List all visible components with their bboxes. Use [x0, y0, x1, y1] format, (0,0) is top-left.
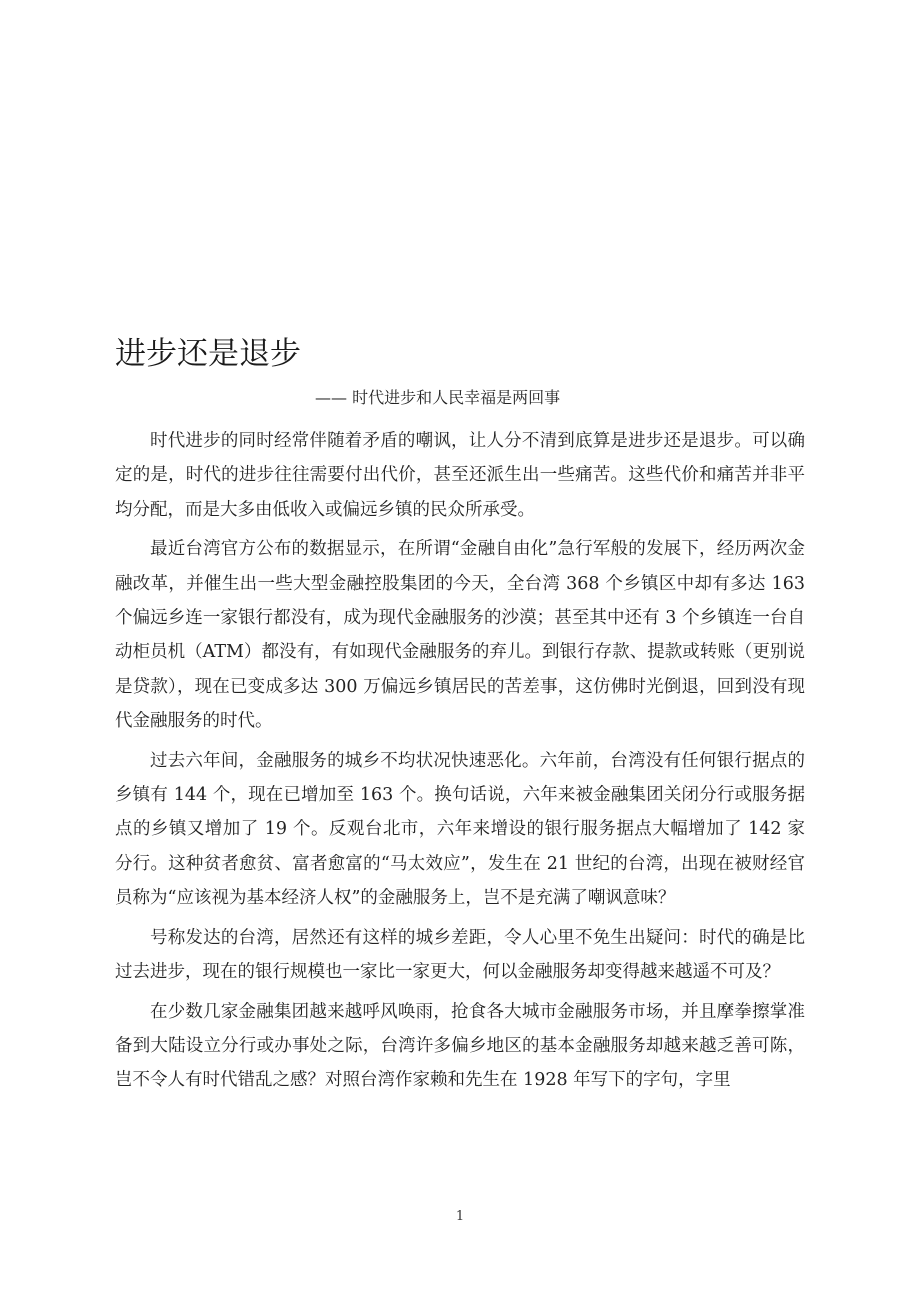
paragraph-5: 在少数几家金融集团越来越呼风唤雨，抢食各大城市金融服务市场，并且摩拳擦掌准备到大陆设立分行或办事处之际，台湾许多偏乡地区的基本金融服务却越来越乏善可陈，岂不令人有时代错乱之感？对照台湾作家赖和先生在 1928 年写下的字句，字里 [115, 1001, 805, 1091]
paragraph-4: 号称发达的台湾，居然还有这样的城乡差距，令人心里不免生出疑问：时代的确是比过去进步，现在的银行规模也一家比一家更大，何以金融服务却变得越来越遥不可及？ [115, 927, 805, 983]
paragraph-3: 过去六年间，金融服务的城乡不均状况快速恶化。六年前，台湾没有任何银行据点的乡镇有 144 个，现在已增加至 163 个。换句话说，六年来被金融集团关闭分行或服务据点的乡镇又增加了 19 个。反观台北市，六年来增设的银行服务据点大幅增加了 142 家分行。这种贫者愈贫、富者愈富的“马太效应”，发生在 21 世纪的台湾，出现在被财经官员称为“应该视为基本经济人权”的金融服务上，岂不是充满了嘲讽意味？ [115, 750, 805, 909]
paragraph-1: 时代进步的同时经常伴随着矛盾的嘲讽，让人分不清到底算是进步还是退步。可以确定的是，时代的进步往往需要付出代价，甚至还派生出一些痛苦。这些代价和痛苦并非平均分配，而是大多由低收入或偏远乡镇的民众所承受。 [115, 431, 805, 520]
page-subtitle: —— 时代进步和人民幸福是两回事 [315, 388, 561, 407]
article-body [115, 424, 805, 1103]
paragraph-2: 最近台湾官方公布的数据显示，在所谓“金融自由化”急行军般的发展下，经历两次金融改革，并催生出一些大型金融控股集团的今天，全台湾 368 个乡镇区中却有多达 163 个偏远乡连一家银行都没有，成为现代金融服务的沙漠；甚至其中还有 3 个乡镇连一台自动柜员机（ATM）都没有，有如现代金融服务的弃儿。到银行存款、提款或转账（更别说是贷款），现在已变成多达 300 万偏远乡镇居民的苦差事，这仿佛时光倒退，回到没有现代金融服务的时代。 [115, 539, 805, 732]
page-number: 1 [455, 1209, 465, 1224]
page-title: 进步还是退步 [115, 336, 301, 372]
